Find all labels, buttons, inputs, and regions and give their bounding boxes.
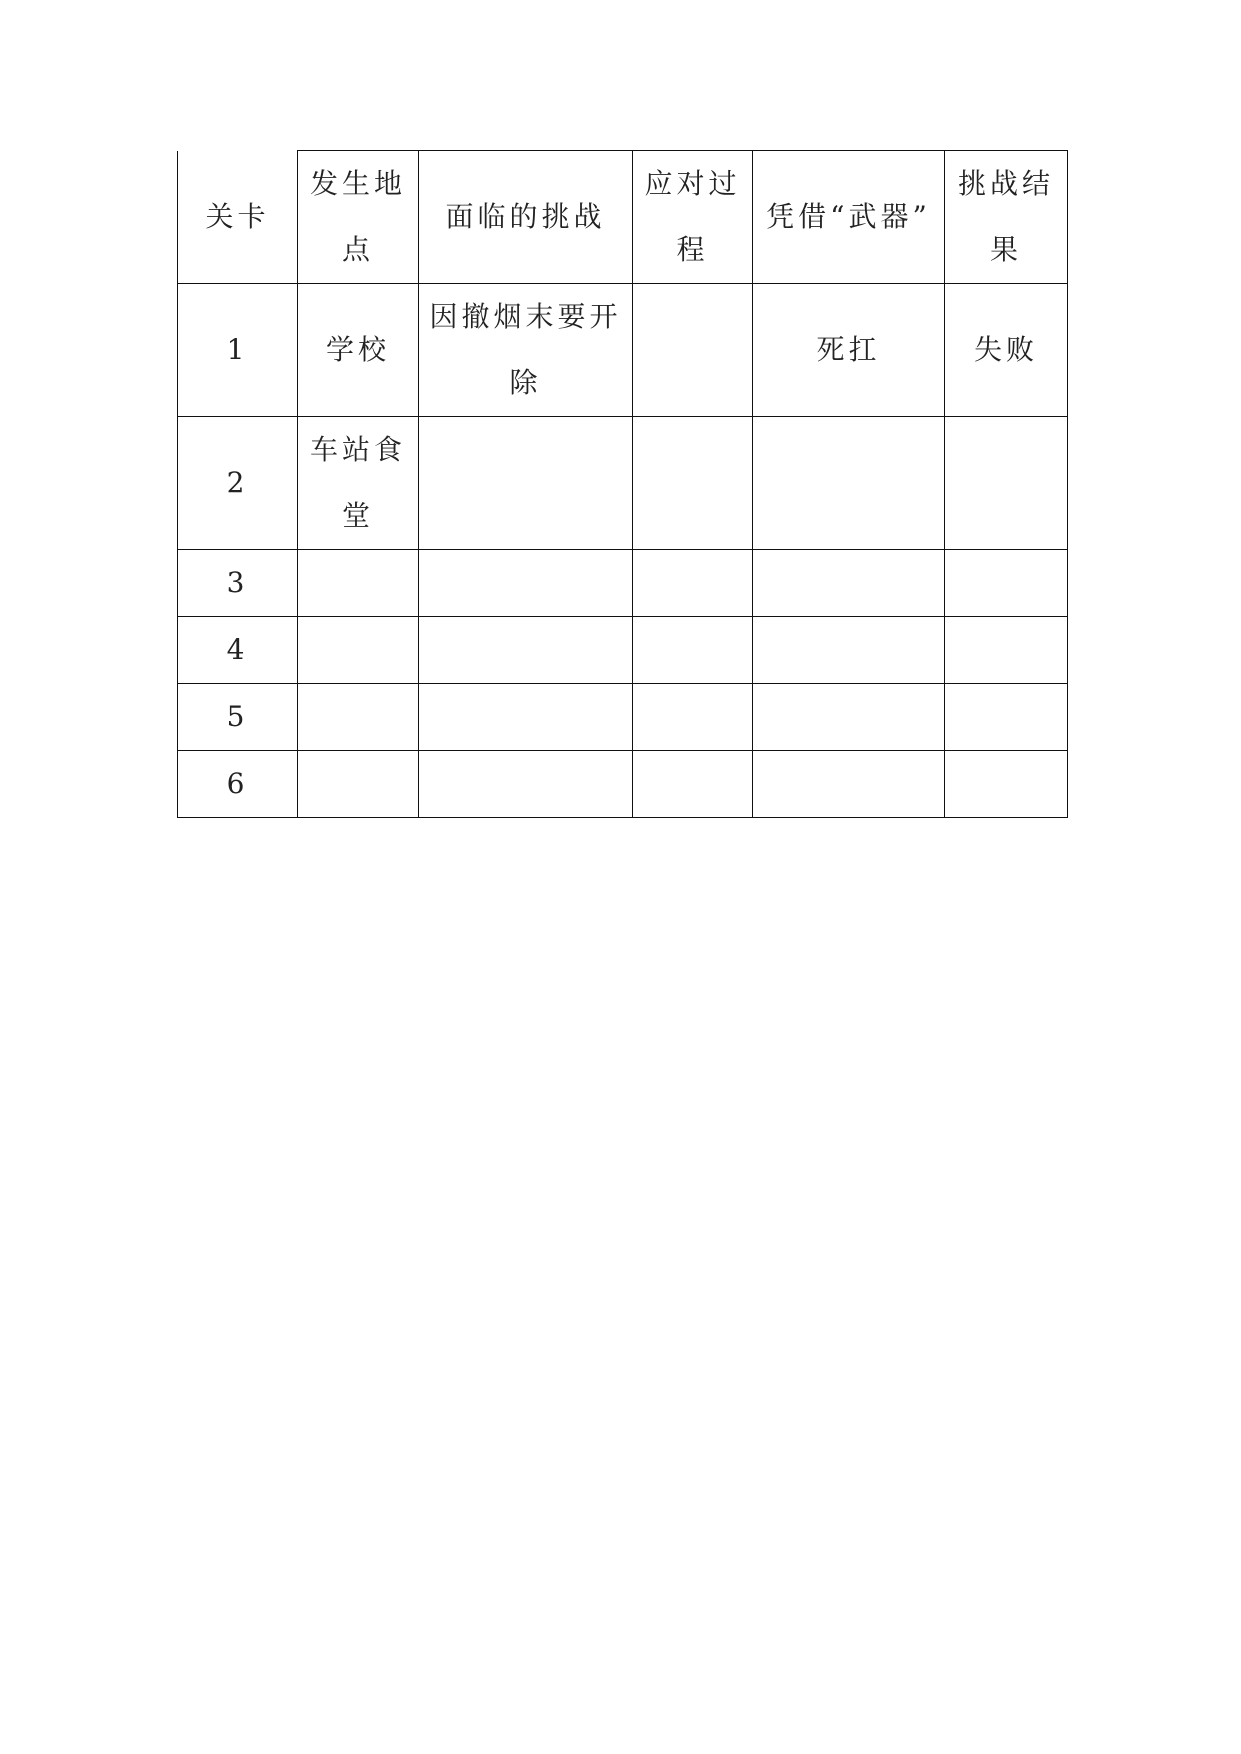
cell-weapon (753, 751, 945, 818)
cell-result (945, 417, 1068, 550)
cell-weapon (753, 417, 945, 550)
cell-challenge (419, 751, 633, 818)
cell-challenge (419, 617, 633, 684)
table-row (178, 417, 1068, 550)
header-weapon: 凭借“武器” (753, 151, 945, 284)
cell-response (633, 617, 753, 684)
cell-weapon (753, 617, 945, 684)
cell-weapon (753, 550, 945, 617)
cell-level: 2 (178, 417, 298, 550)
cell-level: 5 (178, 684, 298, 751)
cell-level: 1 (178, 284, 298, 417)
cell-challenge: 因撤烟末要开除 (419, 284, 633, 417)
cell-response (633, 417, 753, 550)
table-row (178, 284, 1068, 417)
header-level: 关卡 (178, 151, 298, 284)
cell-level: 6 (178, 751, 298, 818)
cell-level: 3 (178, 550, 298, 617)
cell-challenge (419, 550, 633, 617)
cell-challenge (419, 684, 633, 751)
cell-location (298, 684, 419, 751)
cell-result (945, 617, 1068, 684)
header-challenge: 面临的挑战 (419, 151, 633, 284)
cell-location: 学校 (298, 284, 419, 417)
table-row (178, 550, 1068, 617)
header-location: 发生地点 (298, 151, 419, 284)
table-row (178, 684, 1068, 751)
table-row (178, 751, 1068, 818)
cell-response (633, 284, 753, 417)
cell-challenge (419, 417, 633, 550)
header-response: 应对过程 (633, 151, 753, 284)
cell-location: 车站食堂 (298, 417, 419, 550)
cell-location (298, 751, 419, 818)
table-header (178, 151, 1068, 284)
cell-response (633, 550, 753, 617)
table-body (178, 284, 1068, 818)
cell-result: 失败 (945, 284, 1068, 417)
cell-result (945, 684, 1068, 751)
cell-result (945, 550, 1068, 617)
cell-location (298, 550, 419, 617)
table-row (178, 617, 1068, 684)
header-result: 挑战结果 (945, 151, 1068, 284)
cell-response (633, 684, 753, 751)
cell-location (298, 617, 419, 684)
cell-weapon (753, 684, 945, 751)
cell-level: 4 (178, 617, 298, 684)
header-row (178, 151, 1068, 284)
cell-result (945, 751, 1068, 818)
cell-response (633, 751, 753, 818)
cell-weapon: 死扛 (753, 284, 945, 417)
challenge-table (177, 150, 1068, 818)
